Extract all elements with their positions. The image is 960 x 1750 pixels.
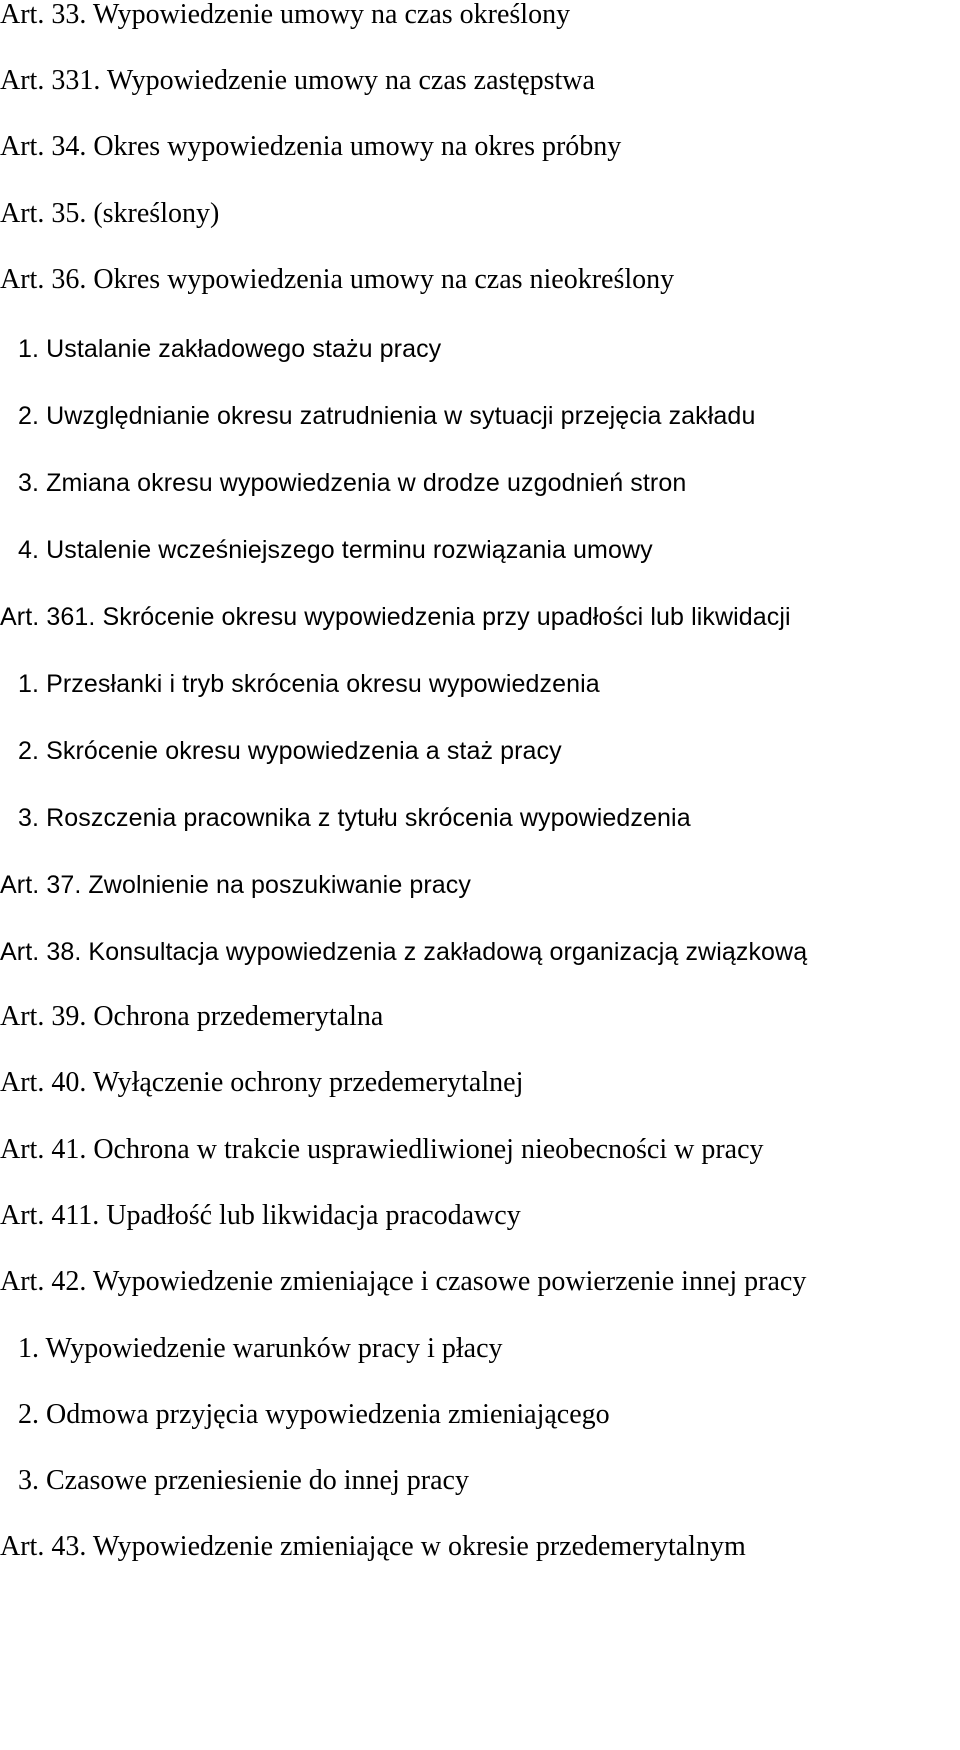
toc-entry-art-38: Art. 38. Konsultacja wypowiedzenia z zakładową organizacją związkową — [0, 938, 808, 966]
toc-subentry-42-1: 1. Wypowiedzenie warunków pracy i płacy — [18, 1333, 503, 1364]
toc-entry-art-361: Art. 361. Skrócenie okresu wypowiedzenia przy upadłości lub likwidacji — [0, 603, 791, 631]
toc-subentry-36-4: 4. Ustalenie wcześniejszego terminu rozwiązania umowy — [18, 536, 653, 564]
toc-entry-art-33: Art. 33. Wypowiedzenie umowy na czas określony — [0, 0, 571, 30]
toc-subentry-361-1: 1. Przesłanki i tryb skrócenia okresu wypowiedzenia — [18, 670, 600, 698]
toc-entry-art-39: Art. 39. Ochrona przedemerytalna — [0, 1001, 384, 1032]
toc-entry-art-43: Art. 43. Wypowiedzenie zmieniające w okresie przedemerytalnym — [0, 1531, 746, 1562]
toc-subentry-42-2: 2. Odmowa przyjęcia wypowiedzenia zmieniającego — [18, 1399, 610, 1430]
toc-entry-art-40: Art. 40. Wyłączenie ochrony przedemerytalnej — [0, 1067, 524, 1098]
toc-subentry-36-1: 1. Ustalanie zakładowego stażu pracy — [18, 335, 442, 363]
toc-entry-art-36: Art. 36. Okres wypowiedzenia umowy na czas nieokreślony — [0, 264, 675, 295]
toc-subentry-42-3: 3. Czasowe przeniesienie do innej pracy — [18, 1465, 469, 1496]
toc-subentry-36-2: 2. Uwzględnianie okresu zatrudnienia w sytuacji przejęcia zakładu — [18, 402, 756, 430]
toc-entry-art-37: Art. 37. Zwolnienie na poszukiwanie pracy — [0, 871, 472, 899]
toc-subentry-361-2: 2. Skrócenie okresu wypowiedzenia a staż pracy — [18, 737, 562, 765]
toc-entry-art-411: Art. 411. Upadłość lub likwidacja pracodawcy — [0, 1200, 521, 1231]
toc-entry-art-331: Art. 331. Wypowiedzenie umowy na czas zastępstwa — [0, 65, 595, 96]
toc-subentry-361-3: 3. Roszczenia pracownika z tytułu skrócenia wypowiedzenia — [18, 804, 691, 832]
toc-subentry-36-3: 3. Zmiana okresu wypowiedzenia w drodze uzgodnień stron — [18, 469, 687, 497]
toc-entry-art-34: Art. 34. Okres wypowiedzenia umowy na okres próbny — [0, 131, 622, 162]
toc-entry-art-42: Art. 42. Wypowiedzenie zmieniające i czasowe powierzenie innej pracy — [0, 1266, 807, 1297]
toc-entry-art-41: Art. 41. Ochrona w trakcie usprawiedliwionej nieobecności w pracy — [0, 1134, 764, 1165]
toc-entry-art-35: Art. 35. (skreślony) — [0, 198, 220, 229]
